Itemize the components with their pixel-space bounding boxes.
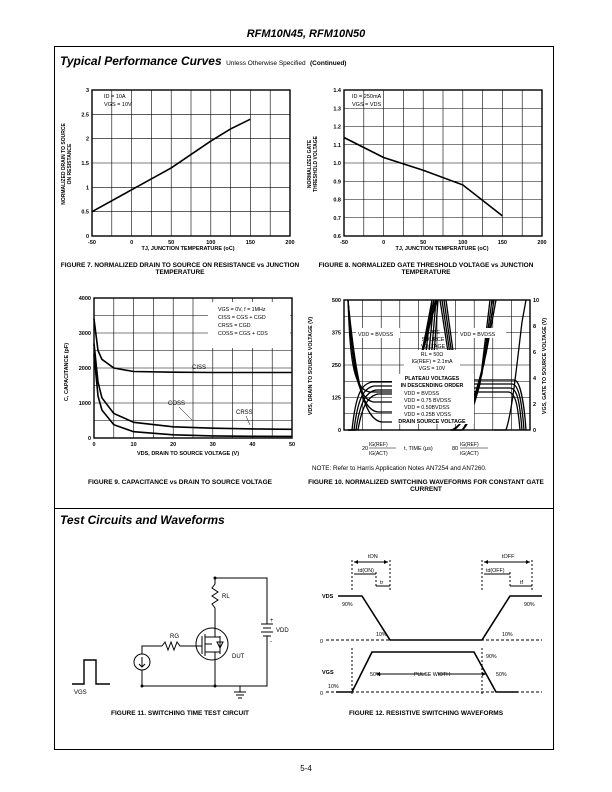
figure-9-cond-2: CISS = CGS + CGD — [218, 315, 266, 321]
figure-10-gate-label-3: VOLTAGE — [420, 344, 446, 350]
x-tick-label: 100 — [458, 240, 468, 246]
figure-8-ylabel-2: THRESHOLD VOLTAGE — [313, 136, 319, 192]
p90-right: 90% — [524, 602, 535, 608]
section-heading-performance — [60, 52, 346, 70]
figure-9-caption: FIGURE 9. CAPACITANCE vs DRAIN TO SOURCE VOLTAGE — [88, 479, 272, 486]
y-tick-label: 500 — [331, 298, 341, 304]
vdd-plus: + — [270, 618, 274, 624]
figure-8-ylabel-1: NORMALIZED GATE — [307, 139, 313, 189]
pulse-width-label: PULSE WIDTH — [413, 672, 451, 678]
tdon-label: td(ON) — [358, 568, 374, 574]
figure-7-caption: FIGURE 7. NORMALIZED DRAIN TO SOURCE ON RESISTANCE vs JUNCTION TEMPERATURE — [60, 262, 300, 276]
vgs-label: VGS — [74, 690, 87, 696]
figure-8-caption: FIGURE 8. NORMALIZED GATE THRESHOLD VOLTAGE vs JUNCTION TEMPERATURE — [318, 262, 534, 276]
p10-vgs: 10% — [328, 684, 339, 690]
x-tick-label: 0 — [130, 240, 134, 246]
figure-10-xlabel: t, TIME (μs) — [404, 446, 433, 452]
y-tick-label: 1000 — [78, 401, 91, 407]
y-tick-label: 1.4 — [333, 88, 341, 94]
x-tick-label: 150 — [497, 240, 507, 246]
x-tick-label: 40 — [249, 442, 256, 448]
section-divider — [54, 508, 554, 509]
x-tick-label: 200 — [537, 240, 547, 246]
figure-10-cond-1: RL = 50Ω — [420, 352, 444, 358]
figure-10-ig-den-left: IG(ACT) — [369, 451, 388, 457]
rg-resistor-icon — [162, 642, 192, 650]
p10-right: 10% — [502, 632, 513, 638]
figure-7-ticks — [81, 88, 294, 246]
y-tick-label: 1.0 — [333, 161, 341, 167]
y-right-tick-label: 6 — [533, 350, 537, 356]
y-tick-label: 0.6 — [333, 234, 341, 240]
y-right-tick-label: 10 — [533, 298, 540, 304]
y-right-tick-label: 4 — [533, 376, 537, 382]
figure-10-x-20: 20 — [362, 446, 369, 452]
x-tick-label: 50 — [288, 442, 296, 448]
figure-10-gate-label-2: SOURCE — [421, 337, 445, 343]
document-header: RFM10N45, RFM10N50 — [246, 28, 366, 40]
rg-label: RG — [170, 634, 179, 640]
vgs-pulse-waveform — [72, 660, 110, 684]
figure-10-ig-den-right: IG(ACT) — [460, 451, 479, 457]
y-tick-label: 375 — [331, 330, 341, 337]
figure-8-xlabel: TJ, JUNCTION TEMPERATURE (oC) — [395, 246, 489, 252]
tr-label: tr — [380, 580, 384, 586]
figure-10-cond-2: IG(REF) = 2.1mA — [411, 359, 453, 365]
figure-10-vdd-2: VDD = 0.75 BVDSS — [404, 398, 451, 404]
x-tick-label: 200 — [285, 240, 295, 246]
figure-9-label-crss: CRSS — [236, 410, 253, 416]
figure-9-xlabel: VDS, DRAIN TO SOURCE VOLTAGE (V) — [136, 451, 240, 457]
ton-label: tON — [368, 554, 378, 560]
section-note: Unless Otherwise Specified — [226, 60, 306, 67]
figure-8-chart — [300, 84, 548, 256]
figure-10-caption: FIGURE 10. NORMALIZED SWITCHING WAVEFORMS FOR CONSTANT GATE CURRENT — [308, 479, 544, 493]
y-tick-label: 250 — [331, 363, 341, 369]
figure-7-xlabel: TJ, JUNCTION TEMPERATURE (oC) — [141, 246, 235, 252]
figure-10-note: NOTE: Refer to Harris Application Notes AN7254 and AN7260. — [312, 465, 487, 472]
figure-10-vdd-1: VDD = BVDSS — [404, 391, 440, 397]
x-tick-label: 0 — [382, 240, 386, 246]
figure-9-cond-1: VGS = 0V, f = 1MHz — [218, 307, 266, 313]
x-tick-label: 30 — [209, 442, 216, 448]
tdoff-label: td(OFF) — [486, 568, 505, 574]
figure-10-vdd-3: VDD = 0.50BVDSS — [404, 405, 450, 411]
y-tick-label: 2 — [85, 136, 89, 143]
figure-11-circuit — [62, 560, 298, 700]
figure-10-plateau-1: PLATEAU VOLTAGES — [404, 376, 460, 382]
figure-12-waveforms — [306, 548, 550, 704]
figure-9-chart — [58, 292, 298, 462]
figure-10-ylabel-left: VDS, DRAIN TO SOURCE VOLTAGE (V) — [308, 316, 314, 416]
y-tick-label: 1.2 — [333, 124, 341, 131]
y-tick-label: 1.5 — [81, 161, 89, 167]
y-tick-label: 3 — [85, 88, 89, 94]
figure-10-vdd-left: VDD = BVDSS — [358, 332, 394, 338]
figure-10-vdd-4: VDD = 0.25B VDSS — [404, 412, 451, 418]
figure-10-ig-num-left: IG(REF) — [369, 442, 388, 448]
section-title-test-circuits: Test Circuits and Waveforms — [60, 513, 225, 527]
figure-10-vdd-right: VDD = BVDSS — [460, 332, 496, 338]
x-tick-label: -50 — [340, 240, 348, 246]
figure-10-x-80: 80 — [452, 446, 459, 452]
figure-7-cond-1: ID = 10A — [104, 94, 126, 100]
figure-8-cond-2: VGS = VDS — [352, 102, 382, 108]
section-note-bold: (Continued) — [310, 60, 347, 67]
y-tick-label: 0.8 — [333, 197, 341, 204]
zero-vds: 0 — [320, 639, 324, 645]
y-tick-label: 2000 — [78, 366, 91, 372]
x-tick-label: 150 — [245, 240, 255, 246]
y-tick-label: 0 — [337, 428, 341, 434]
y-tick-label: 0.9 — [333, 179, 341, 186]
vgs-label-12: VGS — [322, 670, 334, 676]
figure-7-grid — [92, 90, 290, 236]
page-number: 5-4 — [300, 764, 312, 773]
figure-9-label-coss: COSS — [168, 401, 186, 407]
rl-resistor-icon — [212, 578, 218, 620]
p10-left: 10% — [376, 632, 387, 638]
figure-10-chart — [300, 292, 552, 472]
figure-9-cond-4: COSS = CGS + CDS — [218, 331, 268, 337]
x-tick-label: 50 — [168, 240, 175, 246]
p50-right: 50% — [496, 672, 507, 678]
y-tick-label: 1 — [85, 185, 89, 192]
p50-left: 50% — [370, 672, 381, 678]
figure-9-label-ciss: CISS — [192, 365, 207, 371]
section-title: Typical Performance Curves — [60, 54, 222, 68]
y-tick-label: 1.1 — [333, 142, 341, 149]
y-tick-label: 0 — [85, 234, 89, 240]
figure-10-ylabel-right: VGS, GATE TO SOURCE VOLTAGE (V) — [542, 317, 548, 415]
figure-12-caption: FIGURE 12. RESISTIVE SWITCHING WAVEFORMS — [348, 710, 504, 717]
y-tick-label: 0 — [87, 436, 91, 442]
vds-label: VDS — [322, 594, 334, 600]
zero-vgs: 0 — [320, 691, 324, 697]
figure-7-ylabel-1: NORMALIZED DRAIN TO SOURCE — [61, 123, 67, 205]
y-tick-label: 1.3 — [333, 106, 341, 113]
y-right-tick-label: 2 — [533, 402, 537, 408]
figure-10-ig-num-right: IG(REF) — [460, 442, 479, 448]
p90-left: 90% — [342, 602, 353, 608]
figure-7-ylabel-2: ON RESISTANCE — [67, 143, 73, 185]
figure-10-drain-label: DRAIN SOURCE VOLTAGE — [398, 419, 466, 425]
toff-label: tOFF — [502, 554, 515, 560]
figure-10-gate-label-1: GATE — [425, 330, 441, 336]
y-tick-label: 0.7 — [333, 215, 341, 222]
tf-label: tf — [520, 580, 523, 586]
figure-11-caption: FIGURE 11. SWITCHING TIME TEST CIRCUIT — [111, 710, 249, 717]
x-tick-label: 20 — [170, 442, 177, 448]
y-tick-label: 3000 — [78, 331, 91, 337]
figure-8-cond-1: ID = 250mA — [352, 94, 382, 100]
y-tick-label: 4000 — [78, 296, 91, 302]
x-tick-label: 100 — [206, 240, 216, 246]
y-tick-label: 125 — [331, 395, 341, 402]
y-right-tick-label: 0 — [533, 428, 537, 434]
x-tick-label: 0 — [92, 442, 96, 448]
x-tick-label: 50 — [420, 240, 427, 246]
figure-8-grid — [344, 90, 542, 236]
vdd-battery-icon — [261, 624, 273, 636]
figure-9-ylabel: C, CAPACITANCE (pF) — [64, 342, 70, 402]
figure-7-cond-2: VGS = 10V — [104, 102, 132, 108]
figure-10-cond-3: VGS = 10V — [418, 366, 446, 372]
y-right-tick-label: 8 — [533, 324, 537, 330]
figure-7-chart — [58, 84, 298, 256]
rl-label: RL — [222, 594, 230, 600]
vdd-minus: - — [270, 639, 272, 645]
x-tick-label: -50 — [88, 240, 96, 246]
y-tick-label: 2.5 — [81, 112, 89, 119]
y-tick-label: 0.5 — [81, 209, 89, 216]
figure-10-plateau-2: IN DESCENDING ORDER — [400, 383, 464, 389]
figure-9-cond-3: CRSS = CGD — [218, 323, 251, 329]
ground-icon — [234, 686, 246, 698]
dut-label: DUT — [232, 654, 245, 660]
x-tick-label: 10 — [130, 442, 137, 448]
vdd-label: VDD — [276, 628, 289, 634]
p90-vgs: 90% — [486, 654, 497, 660]
figure-8-ticks — [333, 88, 546, 246]
